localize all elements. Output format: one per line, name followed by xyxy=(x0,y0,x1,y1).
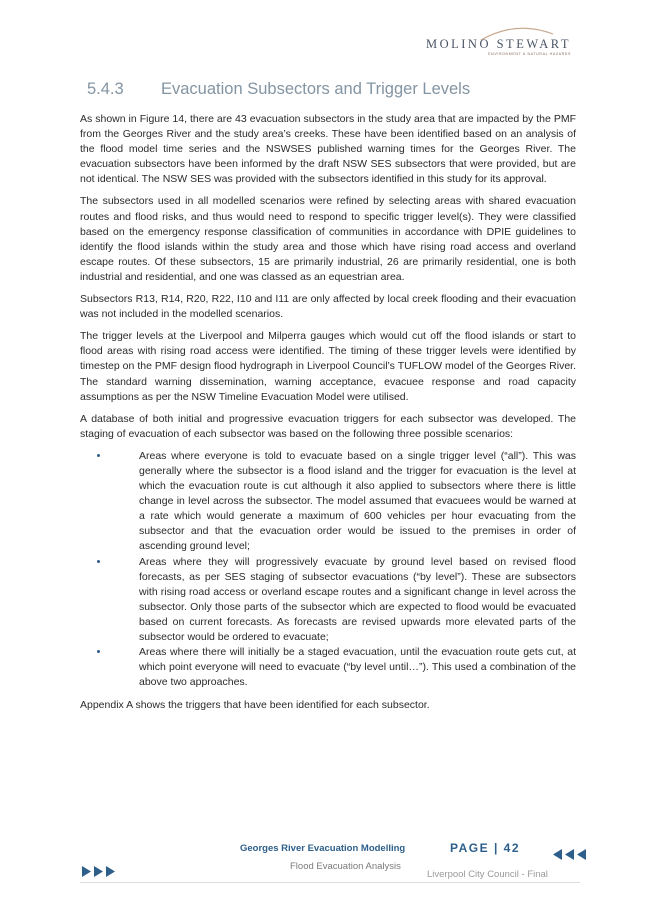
logo-tagline: ENVIRONMENT & NATURAL HAZARDS xyxy=(488,52,571,56)
paragraph: A database of both initial and progressive evacuation triggers for each subsector was developed. The staging of evacuation of each subsector was based on the following three possible scenarios: xyxy=(80,412,576,440)
bullet-icon xyxy=(97,650,100,653)
back-arrows-icon xyxy=(553,849,589,860)
list-item xyxy=(80,645,576,690)
footer-subtitle: Flood Evacuation Analysis xyxy=(290,861,401,872)
section-title: Evacuation Subsectors and Trigger Levels xyxy=(161,80,471,98)
paragraph: The trigger levels at the Liverpool and Milperra gauges which would cut off the flood islands or start to flood areas with rising road access were identified. The timing of these trigger levels were identified by timestep on the PMF design flood hydrograph in Liverpool Council’s TUFLOW model of the Georges River. The standard warning dissemination, warning acceptance, evacuee response and road capacity assumptions as per the NSW Timeline Evacuation Model were utilised. xyxy=(80,330,576,403)
paragraph: Subsectors R13, R14, R20, R22, I10 and I11 are only affected by local creek flooding and their evacuation was not included in the modelled scenarios. xyxy=(80,293,576,321)
footer-title: Georges River Evacuation Modelling xyxy=(240,843,406,854)
list-item xyxy=(80,555,576,646)
logo-name: MOLINO STEWART xyxy=(425,37,571,51)
section-heading xyxy=(87,80,470,99)
closing-paragraph: Appendix A shows the triggers that have been identified for each subsector. xyxy=(80,699,430,712)
scenario-list xyxy=(80,449,576,691)
list-item xyxy=(80,449,576,555)
paragraph: The subsectors used in all modelled scenarios were refined by selecting areas with shared evacuation routes and flood risks, and thus would need to respond to specific trigger level(s). They were classified based on the emergency response classification of communities in accordance with DPIE guidelines to identify the flood islands within the study area and those which have rising road access and overland escape routes. Of these subsectors, 15 are primarily industrial, 26 are primarily residential, one is both industrial and residential, and one was classed as an equestrian area. xyxy=(80,195,576,283)
list-item-text: Areas where everyone is told to evacuate based on a single trigger level (“all”). This was generally where the subsector is a flood island and the trigger for evacuation is the level at which the evacuation route is cut although it also applied to subsectors where there is little change in level across the subsector. The model assumed that evacuees would be warned at a rate which would generate a maximum of 600 vehicles per hour evacuating from the subsector and that the evacuation order would be issued to the premises in order of ascending ground level; xyxy=(139,449,576,553)
page-number: PAGE | 42 xyxy=(450,841,520,855)
section-number: 5.4.3 xyxy=(87,80,124,98)
bullet-icon xyxy=(97,560,100,563)
forward-arrows-icon xyxy=(82,866,118,877)
footer-divider xyxy=(80,882,580,883)
list-item-text: Areas where they will progressively evacuate by ground level based on revised flood forecasts, as per SES staging of subsector evacuations (“by level”). These are subsectors with rising road access or overland escape routes and a significant change in level across the subsector. Only those parts of the subsector which are expected to flood would be evacuated based on current forecasts. As forecasts are revised upwards more elevated parts of the subsector would be ordered to evacuate; xyxy=(139,555,576,643)
list-item-text: Areas where there will initially be a staged evacuation, until the evacuation route gets cut, at which point everyone will need to evacuate (“by level until…”). This used a combination of the above two approaches. xyxy=(139,646,576,689)
bullet-icon xyxy=(97,454,100,457)
paragraph: As shown in Figure 14, there are 43 evacuation subsectors in the study area that are impacted by the PMF from the Georges River and the study area’s creeks. These have been identified based on an analysis of the flood model time series and the NSWSES published warning times for the Georges River. The evacuation subsectors have been informed by the draft NSW SES subsectors that were provided, but are not identical. The NSW SES was provided with the subsectors identified in this study for its approval. xyxy=(80,113,576,186)
body-content xyxy=(80,112,576,720)
footer-client: Liverpool City Council - Final xyxy=(427,869,548,880)
company-logo xyxy=(421,26,571,66)
